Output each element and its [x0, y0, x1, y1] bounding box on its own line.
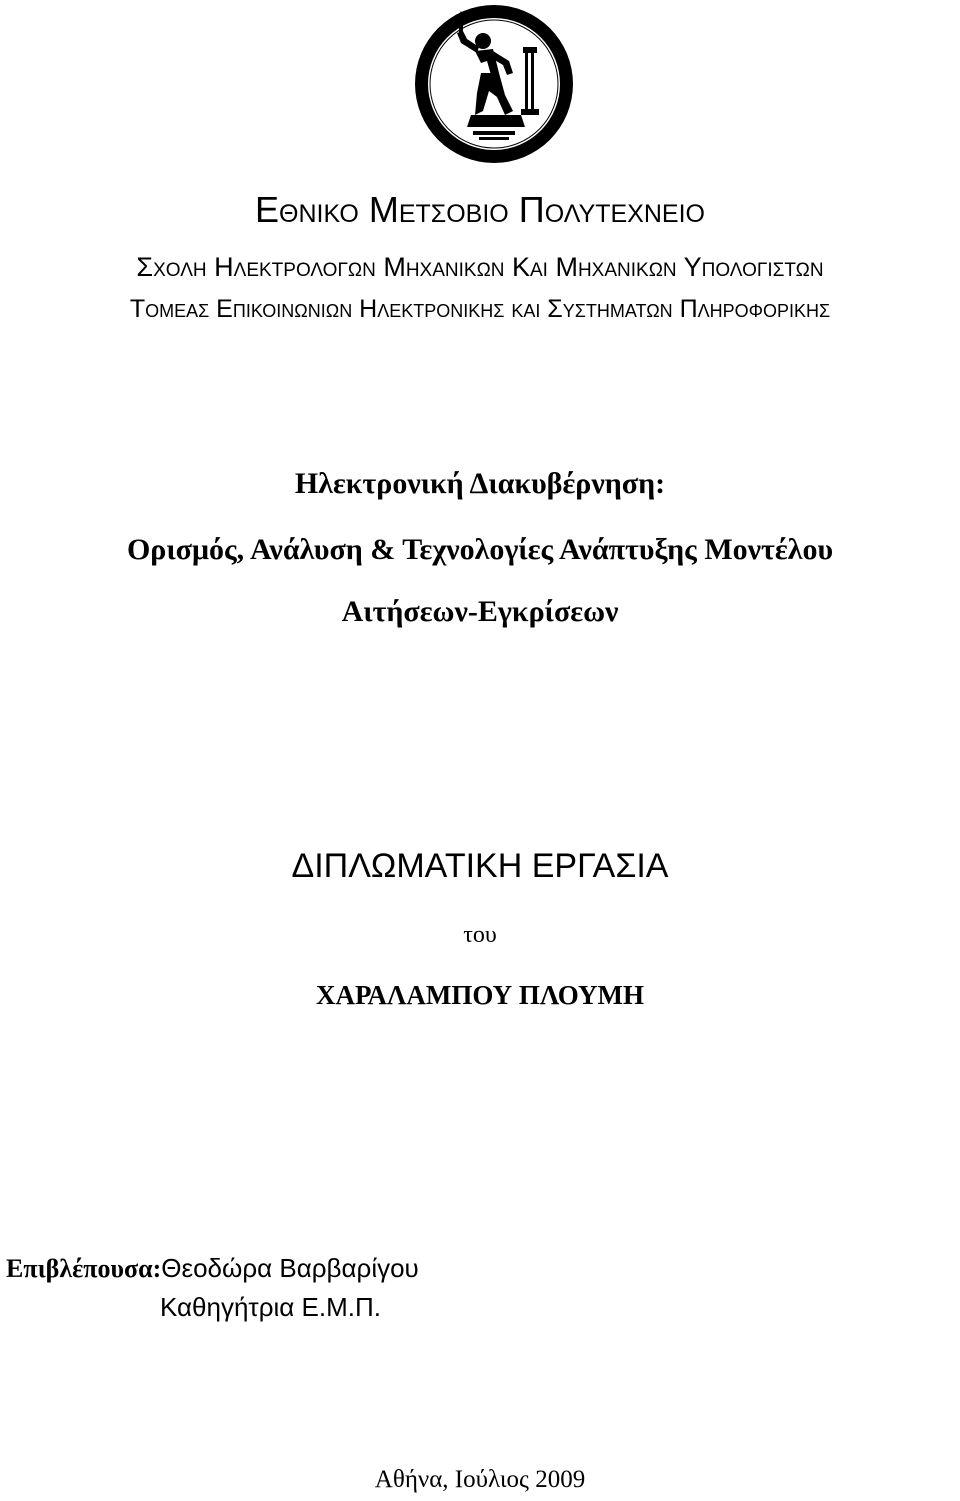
- school-name: Σχολη Ηλεκτρολογων Μηχανικων Και Μηχανικων Υπολογιστων: [136, 252, 824, 282]
- supervisor-line: [6, 1251, 419, 1286]
- place-date: Αθήνα, Ιούλιος 2009: [374, 1466, 586, 1493]
- thesis-title-line-3: Αιτήσεων-Εγκρίσεων: [341, 595, 619, 628]
- thesis-title-line-1: Ηλεκτρονική Διακυβέρνηση:: [294, 467, 666, 500]
- department-name: Τομεας Επικοινωνιων Ηλεκτρονικης και Συστηματων Πληροφορικης: [129, 295, 831, 323]
- university-seal-icon: [413, 3, 575, 165]
- university-name: Εθνικο Μετσοβιο Πολυτεχνειο: [255, 189, 705, 230]
- thesis-type: ΔΙΠΛΩΜΑΤΙΚΗ ΕΡΓΑΣΙΑ: [291, 847, 669, 885]
- supervisor-label: Επιβλέπουσα:: [6, 1254, 162, 1283]
- supervisor-title: Καθηγήτρια Ε.Μ.Π.: [160, 1292, 381, 1322]
- supervisor-name: Θεοδώρα Βαρβαρίγου: [161, 1253, 419, 1283]
- thesis-title-line-2: Ορισμός, Ανάλυση & Τεχνολογίες Ανάπτυξης Μοντέλου: [126, 533, 834, 566]
- author-name: ΧΑΡΑΛΑΜΠΟΥ ΠΛΟΥΜΗ: [316, 980, 644, 1010]
- thesis-of: του: [463, 922, 497, 948]
